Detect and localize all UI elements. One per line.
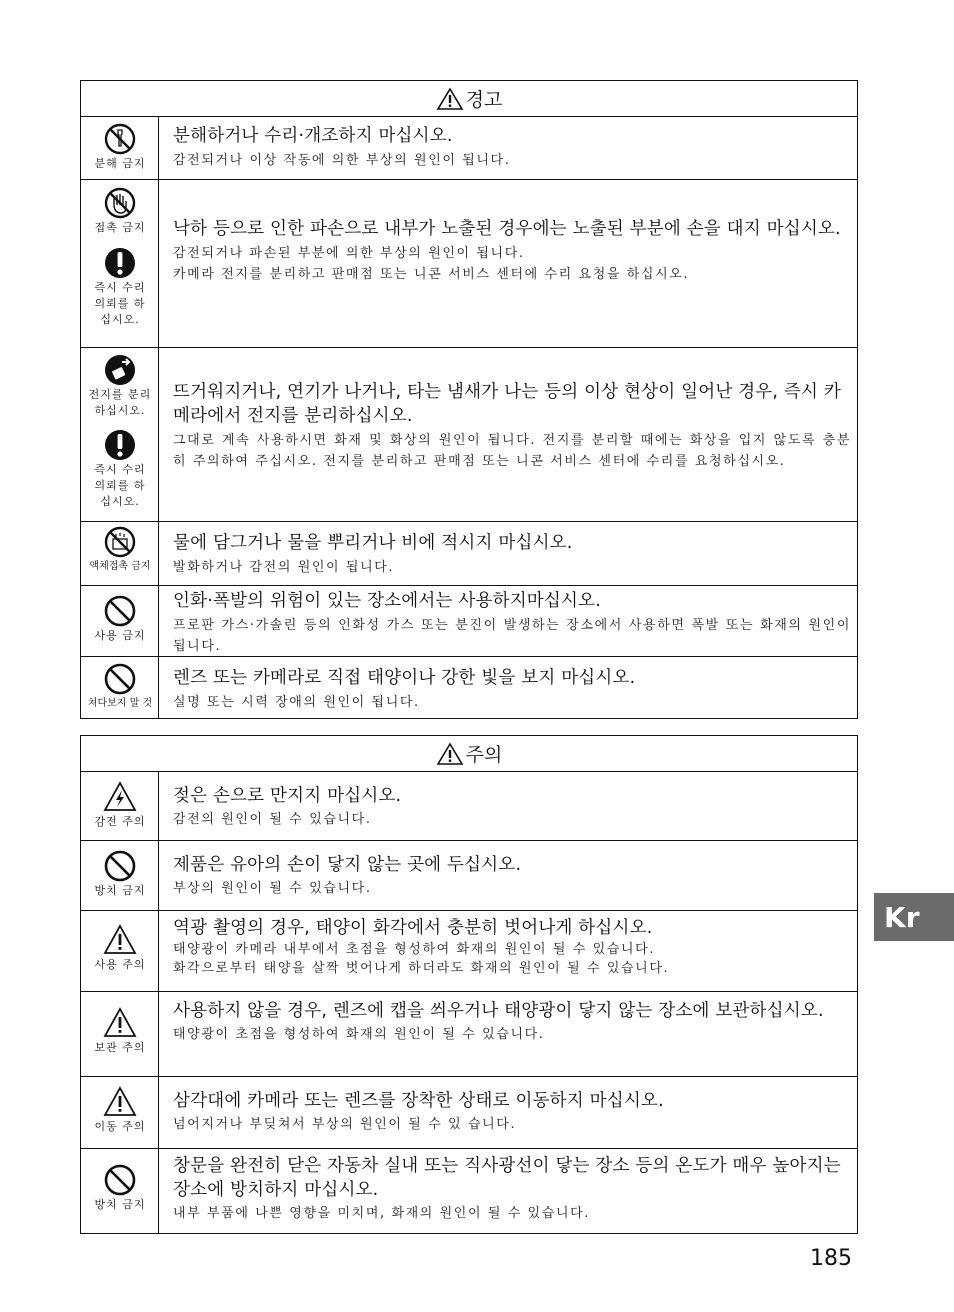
icon-caption: 방치 금지 <box>94 884 146 897</box>
remove-battery-icon <box>103 353 137 387</box>
row-heading: 젖은 손으로 만지지 마십시오. <box>173 786 402 806</box>
icon-caption: 분해 금지 <box>94 157 146 170</box>
caution-triangle-icon <box>103 1085 137 1119</box>
row-heading: 인화·폭발의 위험이 있는 장소에서는 사용하지마십시오. <box>173 591 601 611</box>
caution-row-icon-column <box>81 911 159 991</box>
icon-caption: 쳐다보지 말 것 <box>87 698 153 709</box>
caution-row-icon-column <box>81 1149 159 1233</box>
row-text <box>173 657 851 718</box>
warning-triangle-icon <box>436 742 464 766</box>
caution-row-icon-column <box>81 992 159 1076</box>
row-text <box>173 522 851 585</box>
caution-row-heat <box>81 1149 857 1233</box>
row-detail: 프로판 가스·가솔린 등의 인화성 가스 또는 분진이 발생하는 장소에서 사용하면 폭발 또는 화재의 원인이 됩니다. <box>173 618 851 654</box>
warning-row-icon-column <box>81 657 159 718</box>
row-heading: 삼각대에 카메라 또는 렌즈를 장착한 상태로 이동하지 마십시오. <box>173 1091 664 1111</box>
mandatory-exclamation-icon <box>103 246 137 280</box>
icon-cell <box>81 353 159 419</box>
caution-row-backlight <box>81 911 857 992</box>
row-heading: 낙하 등으로 인한 파손으로 내부가 노출된 경우에는 노출된 부분에 손을 대지 마십시오. <box>173 219 841 239</box>
icon-caption: 액체접촉 금지 <box>89 561 151 572</box>
row-heading: 분해하거나 수리·개조하지 마십시오. <box>173 126 453 146</box>
row-detail: 감전의 원인이 될 수 있습니다. <box>173 812 372 827</box>
row-text <box>173 1149 851 1233</box>
row-detail: 태양광이 초점을 형성하여 화재의 원인이 될 수 있습니다. <box>173 1027 545 1042</box>
warning-row-icon-column <box>81 180 159 347</box>
caution-row-icon-column <box>81 772 159 840</box>
warning-row-icon-column <box>81 586 159 656</box>
row-detail: 넘어지거나 부딪쳐서 부상의 원인이 될 수 있 습니다. <box>173 1117 517 1132</box>
warning-row-icon-column <box>81 348 159 521</box>
row-detail: 발화하거나 감전의 원인이 됩니다. <box>173 560 395 575</box>
warning-header <box>81 81 857 117</box>
row-text <box>173 1077 851 1148</box>
electric-shock-caution-icon <box>103 780 137 814</box>
row-detail: 감전되거나 파손된 부분에 의한 부상의 원인이 됩니다. <box>173 246 525 261</box>
icon-cell <box>81 923 159 973</box>
prohibited-icon <box>103 1163 137 1197</box>
warning-title: 경고 <box>465 89 503 111</box>
row-text <box>173 348 851 521</box>
prohibited-icon <box>103 594 137 628</box>
icon-cell <box>81 428 159 510</box>
row-text <box>173 117 851 179</box>
icon-caption: 사용 금지 <box>94 629 146 642</box>
row-detail: 부상의 원인이 될 수 있습니다. <box>173 881 372 896</box>
warning-row-icon-column <box>81 117 159 179</box>
warning-row-icon-column <box>81 522 159 585</box>
caution-row-icon-column <box>81 1077 159 1148</box>
icon-cell <box>81 849 159 899</box>
no-liquid-contact-icon <box>103 525 137 559</box>
caution-row-tripod <box>81 1077 857 1149</box>
row-detail: 화각으로부터 태양을 살짝 벗어나게 하더라도 화재의 원인이 될 수 있습니다. <box>173 961 670 976</box>
row-heading: 물에 담그거나 물을 뿌리거나 비에 적시지 마십시오. <box>173 533 573 553</box>
row-detail: 그대로 계속 사용하시면 화재 및 화상의 원인이 됩니다. 전지를 분리할 때에는 화상을 입지 않도록 충분히 주의하여 주십시오. 전지를 분리하고 판매점 또는 니콘 서비스 센터에 수리를 요청하십시오. <box>173 433 851 469</box>
icon-cell <box>81 525 159 575</box>
caution-triangle-icon <box>103 923 137 957</box>
row-text <box>173 911 851 991</box>
row-detail: 실명 또는 시력 장애의 원인이 됩니다. <box>173 695 420 710</box>
icon-caption: 이동 주의 <box>94 1120 146 1133</box>
language-tab: Kr <box>874 893 954 941</box>
caution-row-children <box>81 841 857 911</box>
icon-caption: 즉시 수리 의뢰를 하 십시오. <box>94 463 146 508</box>
warning-section <box>80 80 858 719</box>
row-heading: 제품은 유아의 손이 닿지 않는 곳에 두십시오. <box>173 855 522 875</box>
caution-title: 주의 <box>465 744 503 766</box>
row-heading: 렌즈 또는 카메라로 직접 태양이나 강한 빛을 보지 마십시오. <box>173 668 636 688</box>
icon-cell <box>81 780 159 830</box>
row-text <box>173 586 851 656</box>
icon-caption: 사용 주의 <box>94 958 146 971</box>
icon-caption: 접촉 금지 <box>94 221 146 234</box>
row-detail: 태양광이 카메라 내부에서 초점을 형성하여 화재의 원인이 될 수 있습니다. <box>173 942 656 957</box>
row-detail: 감전되거나 이상 작동에 의한 부상의 원인이 됩니다. <box>173 153 511 168</box>
icon-caption: 보관 주의 <box>94 1041 146 1054</box>
no-disassembly-icon <box>103 122 137 156</box>
page-number: 185 <box>810 1246 852 1271</box>
mandatory-exclamation-icon <box>103 428 137 462</box>
icon-cell <box>81 186 159 236</box>
warning-row-disassembly <box>81 117 857 180</box>
row-heading: 역광 촬영의 경우, 태양이 화각에서 충분히 벗어나게 하십시오. <box>173 918 653 938</box>
prohibited-icon <box>103 662 137 696</box>
warning-row-abnormal <box>81 348 857 522</box>
caution-row-wet-hands <box>81 772 857 841</box>
warning-row-no-touch <box>81 180 857 348</box>
row-heading: 사용하지 않을 경우, 렌즈에 캡을 씌우거나 태양광이 닿지 않는 장소에 보관하십시오. <box>173 1001 824 1021</box>
warning-triangle-icon <box>436 87 464 111</box>
icon-cell <box>81 246 159 328</box>
icon-caption: 감전 주의 <box>94 815 146 828</box>
row-heading: 창문을 완전히 닫은 자동차 실내 또는 직사광선이 닿는 장소 등의 온도가 매우 높아지는 장소에 방치하지 마십시오. <box>173 1156 841 1200</box>
row-detail: 내부 부품에 나쁜 영향을 미치며, 화재의 원인이 될 수 있습니다. <box>173 1206 591 1221</box>
caution-row-icon-column <box>81 841 159 910</box>
caution-row-storage <box>81 992 857 1077</box>
caution-triangle-icon <box>103 1006 137 1040</box>
row-heading: 뜨거워지거나, 연기가 나거나, 타는 냄새가 나는 등의 이상 현상이 일어난 경우, 즉시 카메라에서 전지를 분리하십시오. <box>173 382 842 426</box>
no-touch-icon <box>103 186 137 220</box>
caution-header <box>81 736 857 772</box>
icon-caption: 즉시 수리 의뢰를 하 십시오. <box>94 281 146 326</box>
icon-caption: 전지를 분리 하십시오. <box>88 388 152 417</box>
icon-cell <box>81 122 159 172</box>
row-text <box>173 841 851 910</box>
icon-cell <box>81 1163 159 1213</box>
icon-caption: 방치 금지 <box>94 1198 146 1211</box>
warning-row-water <box>81 522 857 586</box>
warning-row-sunlight <box>81 657 857 718</box>
row-detail: 카메라 전지를 분리하고 판매점 또는 니콘 서비스 센터에 수리 요청을 하십시오. <box>173 267 690 282</box>
icon-cell <box>81 1006 159 1056</box>
prohibited-icon <box>103 849 137 883</box>
warning-row-flammable <box>81 586 857 657</box>
icon-cell <box>81 594 159 644</box>
row-text <box>173 992 851 1076</box>
row-text <box>173 772 851 840</box>
icon-cell <box>81 662 159 712</box>
icon-cell <box>81 1085 159 1135</box>
caution-section <box>80 735 858 1234</box>
row-text <box>173 180 851 347</box>
